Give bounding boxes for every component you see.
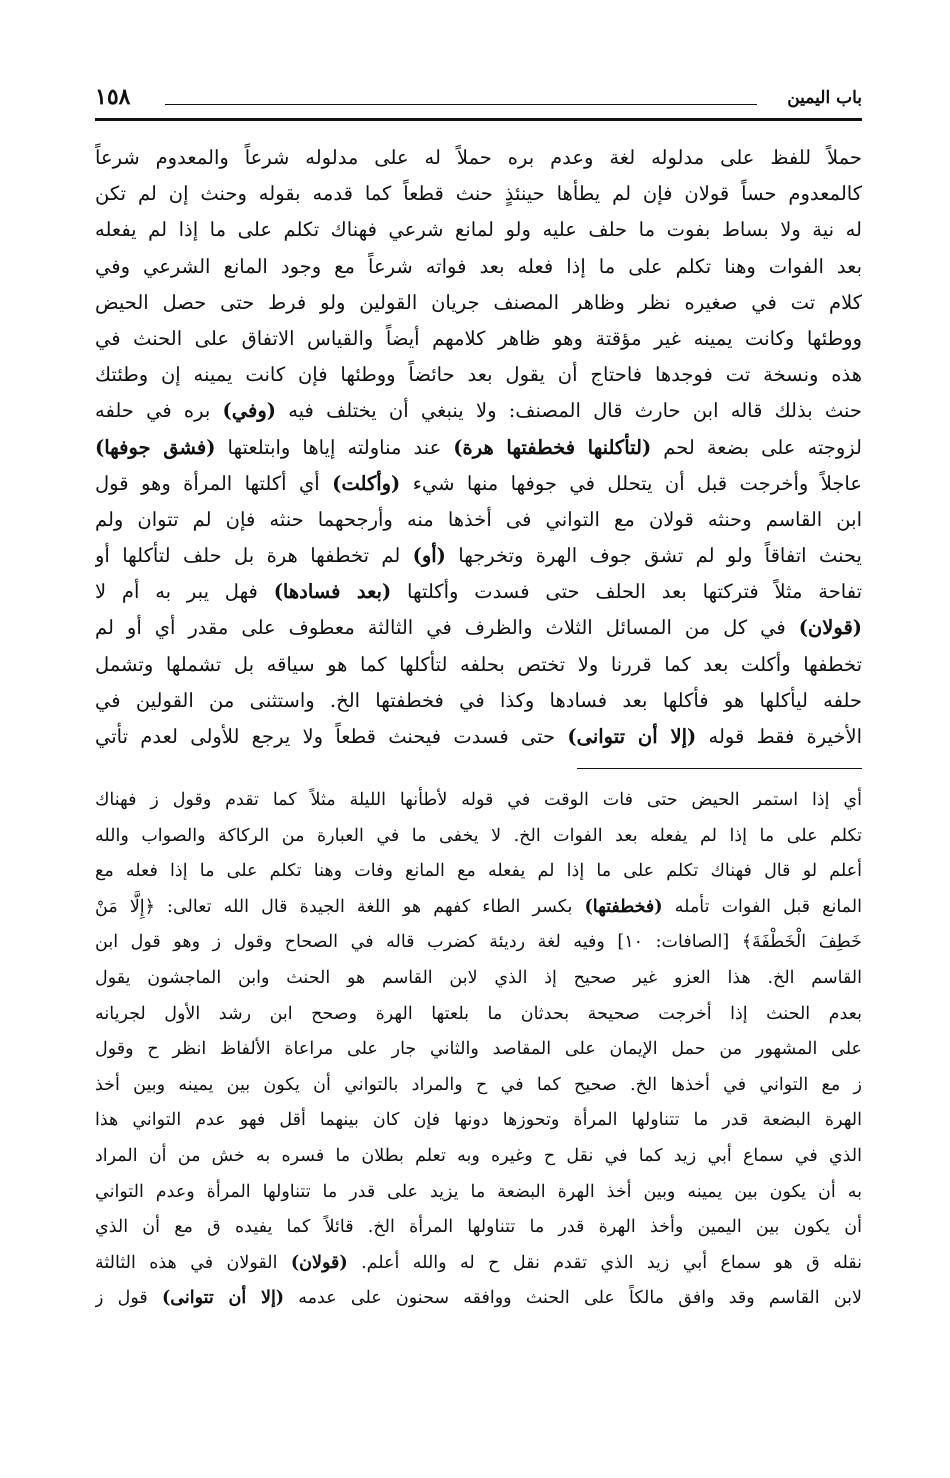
- text-line: [95, 538, 862, 574]
- text-segment: لابن القاسم وقد وافق مالكاً على الحنث ووافقه سحنون على عدمه: [284, 1288, 862, 1309]
- footnote-line: [95, 1281, 862, 1317]
- text-segment: أن يكون بين اليمين وأخذ الهرة قدر ما تتناولها المرأة الخ. قائلاً كما يفيده ق مع أن الذي: [95, 1217, 862, 1238]
- page-number: ١٥٨: [95, 84, 131, 110]
- text-segment: حلفه ليأكلها هو فأكلها بعد فسادها وكذا في فخطفتها الخ. واستثنى من القولين في: [95, 688, 862, 712]
- main-text: [95, 140, 862, 755]
- footnote-line: [95, 961, 862, 997]
- bold-quote: (إلا أن تتوانى): [161, 1288, 285, 1309]
- text-segment: بكسر الطاء كفهم هو اللغة الجيدة قال الله تعالى: ﴿إِلَّا مَنْ: [95, 896, 585, 917]
- bold-quote: (فخطفتها): [584, 896, 663, 917]
- text-segment: ووطئها وكانت يمينه غير مؤقتة وهو ظاهر كلامهم أيضاً والقياس الاتفاق على الحنث في: [95, 326, 862, 350]
- bold-quote: (أو): [412, 544, 446, 568]
- text-segment: له نية ولا بساط بفوت ما حلف عليه ولو لمانع شرعي فهناك تكلم على ما إذا لم يفعله: [95, 218, 862, 242]
- text-segment: به أن يكون بين يمينه وبين أخذ الهرة البضعة ما يزيد على قدر ما تتناولها المرأة وعدم التواني: [95, 1181, 862, 1202]
- text-line: [95, 502, 862, 538]
- footnote-line: [95, 1032, 862, 1068]
- text-line: [95, 647, 862, 683]
- text-line: [95, 212, 862, 248]
- running-header: [95, 84, 862, 116]
- text-segment: لم تخطفها هرة بل حلف لتأكلها أو: [95, 544, 413, 568]
- text-line: [95, 466, 862, 502]
- text-segment: أي إذا استمر الحيض حتى فات الوقت في قوله لأطأنها الليلة مثلاً كما تقدم وقول ز فهناك: [95, 790, 862, 810]
- text-segment: القاسم الخ. هذا العزو غير صحيح إذ الذي لابن القاسم هو الحنث وابن الماجشون يقول: [95, 967, 862, 988]
- text-segment: أعلم لو قال فهناك تكلم على ما إذا لم يفعله مع المانع وفات وهنا تكلم على ما إذا فعله مع: [95, 861, 862, 882]
- footnote-line: [95, 1139, 862, 1175]
- footnote-line: [95, 1210, 862, 1246]
- bold-quote: (وفي): [222, 399, 276, 423]
- text-segment: بعدم الحنث إذا أخرجت صحيحة بحدثان ما بلعتها الهرة وصحح ابن رشد الأول لجريانه: [95, 1003, 862, 1024]
- text-segment: الذي في سماع أبي زيد كما في نقل ح وغيره وبه تعلم بطلان ما فسره به خش من أن المراد: [95, 1145, 862, 1166]
- bold-quote: (قولان): [290, 1252, 348, 1273]
- text-segment: عاجلاً وأخرجت قبل أن يتحلل في جوفها منها شيء: [400, 471, 862, 495]
- bold-quote: (فشق جوفها): [95, 435, 216, 459]
- footnote-line: [95, 1103, 862, 1139]
- footnotes: [95, 783, 862, 1317]
- text-segment: فهل يبر به أم لا: [95, 580, 274, 604]
- footnote-line: [95, 819, 862, 855]
- text-line: [95, 430, 862, 466]
- text-segment: في كل من المسائل الثلاث والظرف في الثالثة معطوف على مقدر أي أو لم: [95, 616, 799, 640]
- chapter-title: باب اليمين: [787, 88, 862, 108]
- text-line: [95, 683, 862, 719]
- text-line: [95, 719, 862, 755]
- bold-quote: (وأكلت): [332, 471, 401, 495]
- text-segment: الهرة البضعة قدر ما تتناولها المرأة وتحوزها دونها فإن كان بينهما أقل فهو عدم التواني هذا: [95, 1110, 862, 1131]
- text-segment: هذه ونسخة تت فوجدها فاحتاج أن يقول بعد حائضاً ووطئها فإن كانت يمينه إن وطئتك: [95, 363, 862, 387]
- text-segment: تخطفها وأكلت بعد كما قررنا ولا تختص بحلفه لتأكلها كما هو سياقه بل تشملها وتشمل: [95, 652, 862, 676]
- text-segment: كالمعدوم حساً قولان فإن لم يطأها حينئذٍ حنث قطعاً كما قدمه بقوله وحنث إن لم تكن: [95, 182, 862, 206]
- footnote-line: [95, 1175, 862, 1211]
- bold-quote: (لتأكلنها فخطفتها هرة): [453, 435, 652, 459]
- bold-quote: (إلا أن تتوانى): [567, 725, 697, 748]
- text-segment: بعد الفوات وهنا تكلم على ما إذا فعله بعد فواته شرعاً مع وجود المانع الشرعي وفي: [95, 254, 862, 278]
- text-segment: على المشهور من حمل الإيمان على المقاصد والثاني جار على مراعاة الألفاظ انظر ح وقول: [95, 1039, 862, 1060]
- footnote-separator: [577, 768, 862, 769]
- footnote-line: [95, 854, 862, 890]
- bold-quote: (بعد فسادها): [273, 580, 392, 604]
- header-rule: [95, 118, 862, 121]
- text-segment: تكلم على ما إذا لم يفعله بعد الفوات الخ. لا يخفى ما في العبارة من الركاكة والصواب والله: [95, 825, 862, 846]
- text-line: [95, 176, 862, 212]
- text-line: [95, 285, 862, 321]
- footnote-line: [95, 1246, 862, 1282]
- text-segment: ابن القاسم وحنثه قولان مع التواني فى أخذها منه وأرجحهما حنثه فإن لم تتوان ولم: [95, 507, 862, 531]
- footnote-line: [95, 997, 862, 1033]
- footnote-line: [95, 890, 862, 926]
- text-segment: حتى فسدت فيحنث قطعاً ولا يرجع للأولى لعدم تأتي: [95, 725, 568, 748]
- text-segment: حملاً للفظ على مدلوله لغة وعدم بره حملاً له على مدلوله شرعاً والمعدوم شرعاً: [95, 146, 862, 169]
- text-segment: حنث بذلك قاله ابن حارث قال المصنف: ولا ينبغي أن يختلف فيه: [275, 399, 862, 423]
- text-segment: لزوجته على بضعة لحم: [651, 435, 862, 459]
- text-segment: خَطِفَ الْخَطْفَةَ﴾ [الصافات: ١٠] وفيه لغة رديئة كضرب قاله في الصحاح وقول ز وهو قول ابن: [95, 932, 862, 953]
- text-line: [95, 249, 862, 285]
- text-segment: المانع قبل الفوات تأمله: [662, 896, 862, 917]
- text-line: [95, 610, 862, 646]
- text-segment: أي أكلتها المرأة وهو قول: [95, 471, 333, 495]
- text-segment: الأخيرة فقط قوله: [696, 725, 862, 748]
- text-line: [95, 357, 862, 393]
- text-segment: تفاحة مثلاً فتركتها بعد الحلف حتى فسدت وأكلتها: [391, 580, 862, 604]
- text-segment: يحنث اتفاقاً ولو لم تشق جوف الهرة وتخرجها: [445, 544, 862, 568]
- text-line: [95, 321, 862, 357]
- text-segment: نقله ق هو سماع أبي زيد الذي تقدم نقل ح له والله أعلم.: [347, 1252, 862, 1273]
- footnote-line: [95, 1068, 862, 1104]
- text-segment: بره في حلفه: [95, 399, 223, 423]
- text-line: [95, 574, 862, 610]
- text-segment: قول ز: [95, 1288, 162, 1309]
- text-line: [95, 140, 862, 176]
- text-segment: كلام تت في صغيره نظر وظاهر المصنف جريان القولين ولو فرط حتى حصل الحيض: [95, 290, 862, 314]
- bold-quote: (قولان): [798, 616, 862, 640]
- text-segment: ز مع التواني في أخذها الخ. صحيح كما في ح والمراد بالتواني أن يكون بين يمينه وبين أخذ: [95, 1074, 862, 1095]
- text-segment: عند مناولته إياها وابتلعتها: [215, 435, 454, 459]
- text-line: [95, 393, 862, 429]
- footnote-line: [95, 925, 862, 961]
- footnote-line: [95, 783, 862, 819]
- text-segment: القولان في هذه الثالثة: [95, 1252, 291, 1273]
- header-divider: [165, 104, 757, 105]
